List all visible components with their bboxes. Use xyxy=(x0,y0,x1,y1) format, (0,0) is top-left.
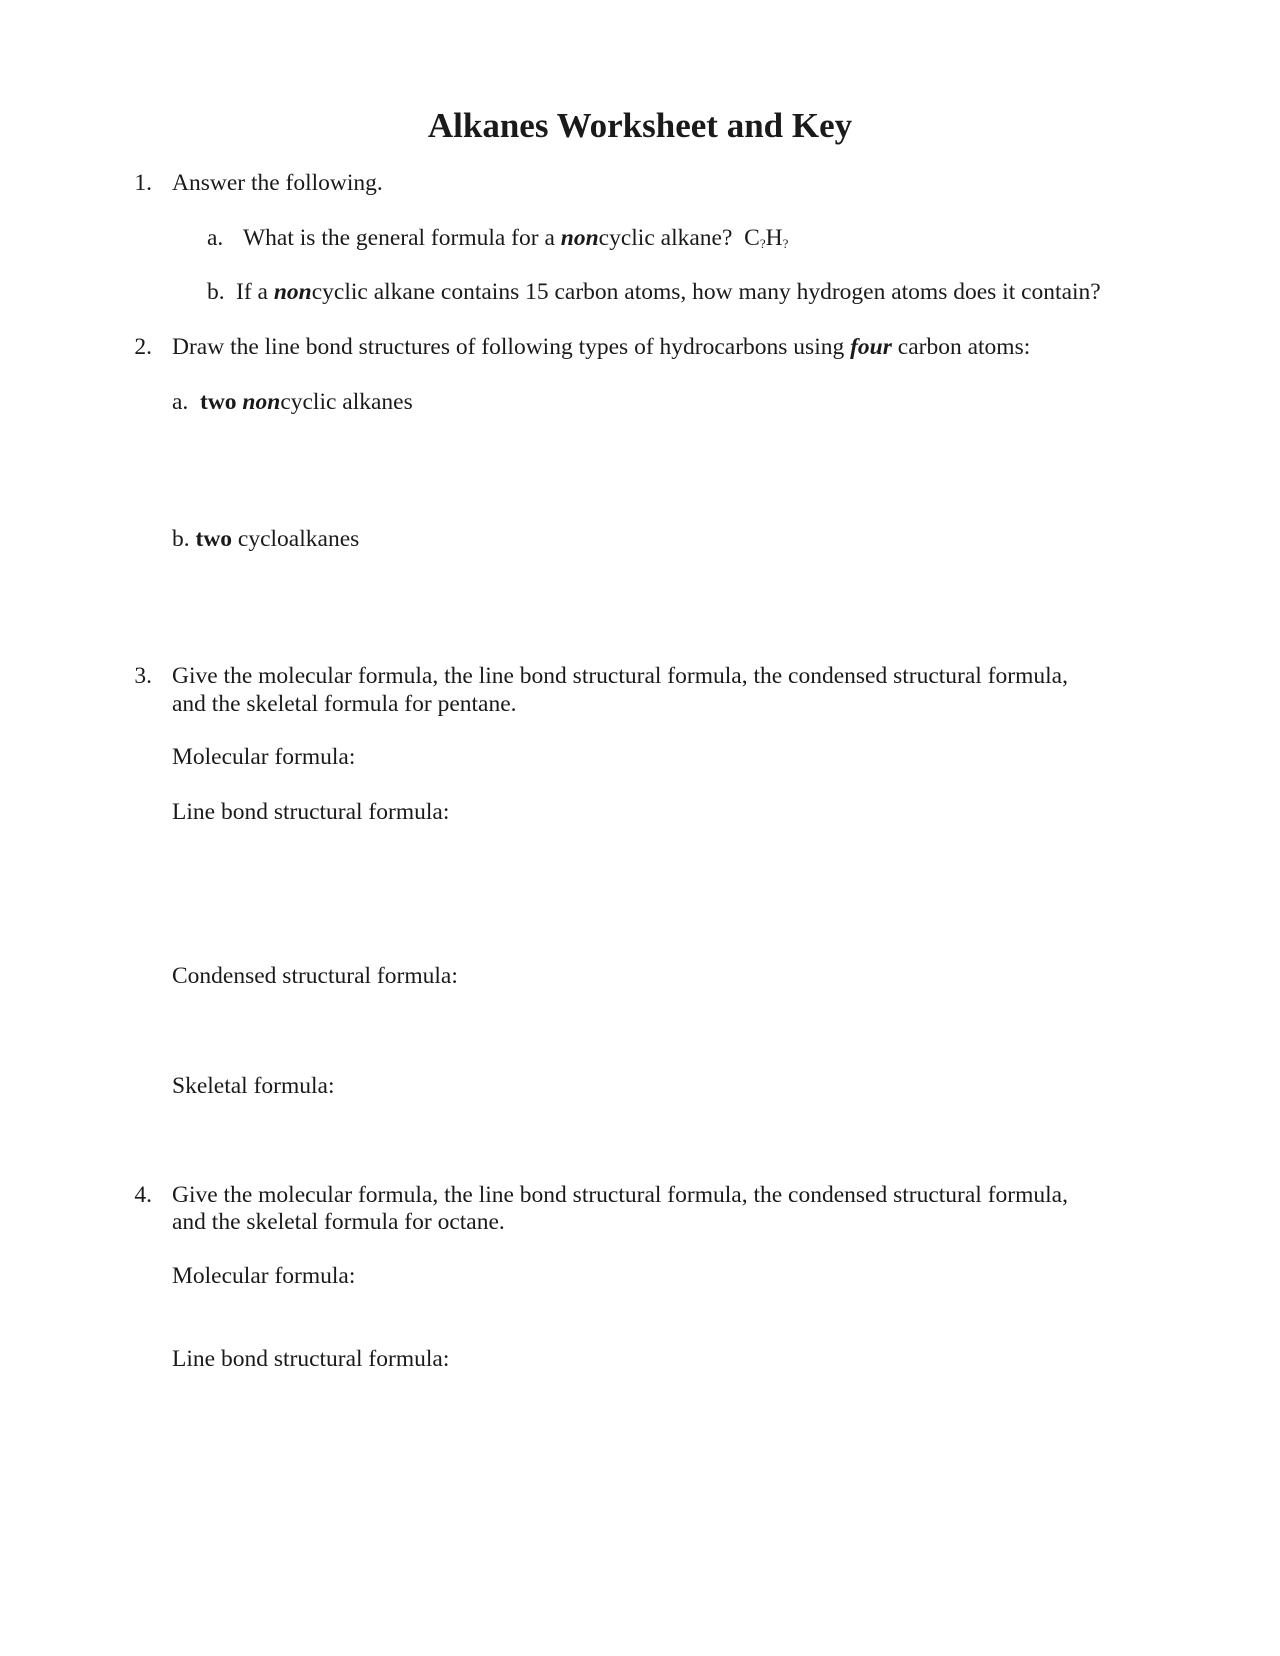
q2a-letter: a. xyxy=(172,389,189,415)
q2b-text: b. two cycloalkanes xyxy=(172,526,360,552)
q2-number: 2. xyxy=(134,334,152,360)
q1-text: Answer the following. xyxy=(172,170,383,196)
q3-line2: and the skeletal formula for pentane. xyxy=(172,691,517,717)
q4-number: 4. xyxy=(134,1182,152,1208)
q2a-text: two noncyclic alkanes xyxy=(200,389,413,415)
q1b-question: If a noncyclic alkane contains 15 carbon atoms, how many hydrogen atoms does it contain? xyxy=(236,279,1101,305)
q3-skeletal-label: Skeletal formula: xyxy=(172,1073,335,1099)
q3-number: 3. xyxy=(134,663,152,689)
page-title: Alkanes Worksheet and Key xyxy=(427,106,853,145)
q1b-letter: b. xyxy=(207,279,225,305)
q1a-emph: non xyxy=(560,225,599,251)
q4-molecular-label: Molecular formula: xyxy=(172,1263,356,1289)
q3-line1: Give the molecular formula, the line bond structural formula, the condensed structural formula, xyxy=(172,663,1068,689)
q4-line-bond-label: Line bond structural formula: xyxy=(172,1346,450,1372)
q3-line-bond-label: Line bond structural formula: xyxy=(172,799,450,825)
q1a-letter: a. xyxy=(207,225,224,251)
q1a-question xyxy=(243,223,788,253)
q4-line2: and the skeletal formula for octane. xyxy=(172,1209,505,1235)
q2-text: Draw the line bond structures of following types of hydrocarbons using four carbon atoms: xyxy=(172,334,1031,360)
q4-line1: Give the molecular formula, the line bond structural formula, the condensed structural formula, xyxy=(172,1182,1068,1208)
q3-condensed-label: Condensed structural formula: xyxy=(172,963,458,989)
q1a-post: cyclic alkane? xyxy=(598,225,733,251)
q1-number: 1. xyxy=(134,170,152,196)
q3-molecular-label: Molecular formula: xyxy=(172,744,356,770)
q1a-pre: What is the general formula for a xyxy=(243,225,561,251)
q1a-formula: $C_?H_?$ xyxy=(744,225,789,251)
